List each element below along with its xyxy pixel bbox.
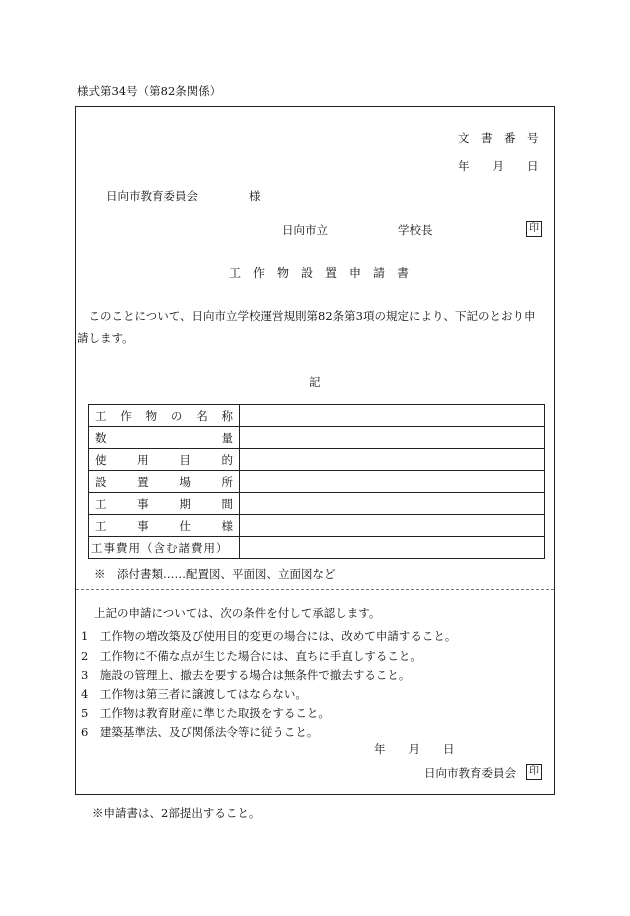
ki-heading: 記 [309, 375, 321, 389]
label-char: 数 [95, 430, 107, 445]
item-label-cell [89, 515, 240, 537]
item-label-cell [89, 405, 240, 427]
applicant-school-prefix: 日向市立 [282, 223, 328, 237]
item-label-cell: 工事費用（含む諸費用） [89, 537, 240, 559]
item-label-cell [89, 427, 240, 449]
item-value-cell[interactable] [240, 537, 545, 559]
section-divider [76, 589, 554, 590]
label-char: 仕 [179, 518, 191, 533]
table-row [89, 515, 545, 537]
item-value-cell[interactable] [240, 449, 545, 471]
label-char: 間 [221, 496, 233, 511]
footer-note: ※申請書は、2部提出すること。 [92, 806, 261, 820]
body-text-line2: 請します。 [77, 331, 134, 345]
table-row [89, 471, 545, 493]
item-value-cell[interactable] [240, 405, 545, 427]
approval-seal-stamp: 印 [526, 764, 542, 780]
label-char: 期 [179, 496, 191, 511]
label-char: 事 [137, 496, 149, 511]
approval-date: 年 月 日 [374, 742, 455, 756]
label-char: 称 [221, 408, 233, 423]
items-table [88, 404, 545, 559]
label-char: 使 [95, 452, 107, 467]
approval-condition: 6 建築基準法、及び関係法令等に従うこと。 [81, 725, 319, 739]
table-row [89, 449, 545, 471]
item-label-cell [89, 493, 240, 515]
approval-condition: 1 工作物の増改築及び使用目的変更の場合には、改めて申請すること。 [81, 629, 457, 643]
label-char: 置 [137, 474, 149, 489]
label-char: の [170, 408, 183, 423]
label-char: 所 [221, 474, 233, 489]
attachments-note: ※ 添付書類……配置図、平面図、立面図など [94, 567, 336, 581]
table-row [89, 427, 545, 449]
approval-intro: 上記の申請については、次の条件を付して承認します。 [94, 606, 381, 620]
label-char: 目 [179, 452, 191, 467]
approval-condition: 2 工作物に不備な点が生じた場合には、直ちに手直しすること。 [81, 649, 422, 663]
approval-condition: 4 工作物は第三者に譲渡してはならない。 [81, 687, 307, 701]
form-number: 様式第34号（第82条関係） [77, 84, 222, 98]
label-char: 場 [179, 474, 191, 489]
document-number-label: 文 書 番 号 [458, 131, 539, 145]
label-char: 様 [221, 518, 233, 533]
document-title: 工 作 物 設 置 申 請 書 [229, 266, 410, 280]
applicant-title: 学校長 [398, 223, 433, 237]
header-date: 年 月 日 [458, 159, 539, 173]
label-char: 作 [120, 408, 132, 423]
addressee-name: 日向市教育委員会 [106, 189, 198, 203]
approval-condition: 5 工作物は教育財産に準じた取扱をすること。 [81, 706, 330, 720]
label-char: 工 [95, 408, 107, 423]
item-label-cell [89, 449, 240, 471]
label-char: 事 [137, 518, 149, 533]
label-char: 工 [95, 518, 107, 533]
item-value-cell[interactable] [240, 493, 545, 515]
table-row [89, 405, 545, 427]
label-char: 名 [196, 408, 208, 423]
approval-condition: 3 施設の管理上、撤去を要する場合は無条件で撤去すること。 [81, 668, 411, 682]
label-char: 物 [145, 408, 158, 423]
label-char: 量 [221, 430, 233, 445]
applicant-seal-stamp: 印 [526, 221, 542, 237]
table-row [89, 537, 545, 559]
item-label-cell [89, 471, 240, 493]
table-row [89, 493, 545, 515]
item-value-cell[interactable] [240, 427, 545, 449]
item-value-cell[interactable] [240, 515, 545, 537]
body-text-line1: このことについて、日向市立学校運営規則第82条第3項の規定により、下記のとおり申 [77, 309, 536, 323]
item-value-cell[interactable] [240, 471, 545, 493]
addressee-honorific: 様 [249, 189, 261, 203]
label-char: 工 [95, 496, 107, 511]
label-char: 設 [95, 474, 107, 489]
label-char: 用 [137, 452, 149, 467]
approval-authority: 日向市教育委員会 [424, 766, 516, 780]
label-char: 的 [221, 452, 233, 467]
